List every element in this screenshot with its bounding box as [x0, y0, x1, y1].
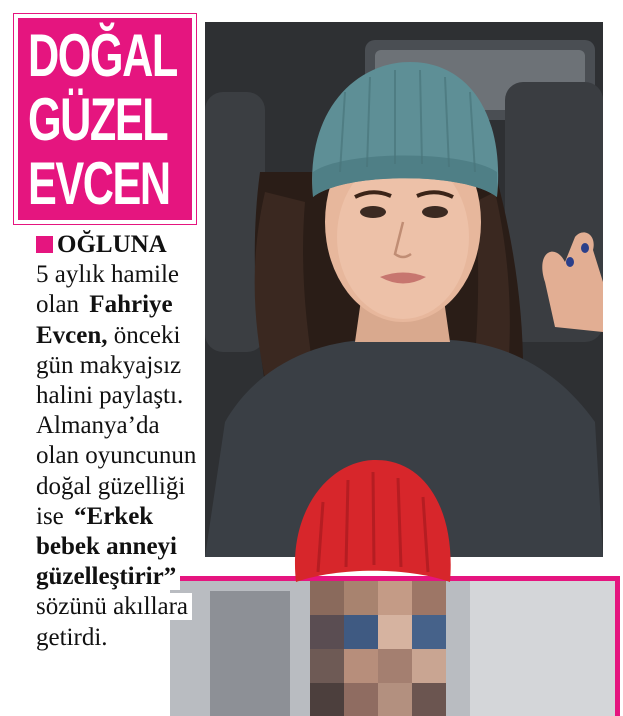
article-line: Evcen, önceki: [36, 321, 256, 351]
person-surname: Evcen,: [36, 321, 108, 349]
article-line: getirdi.: [36, 623, 256, 653]
headline-line-2: GÜZEL: [28, 86, 168, 153]
article-line: [36, 532, 256, 562]
red-beanie-illustration: [288, 452, 458, 592]
article-body: [36, 230, 256, 653]
square-bullet-icon: [36, 236, 53, 253]
article-line: doğal güzelliği: [36, 472, 256, 502]
person-name: Fahriye: [89, 291, 173, 319]
quote-start: “Erkek: [74, 502, 154, 530]
article-line: sözünü akıllara: [36, 592, 256, 622]
headline-box: [14, 14, 196, 224]
article-line: gün makyajsız: [36, 351, 256, 381]
headline-line-1: DOĞAL: [28, 22, 177, 89]
article-line: [36, 562, 256, 592]
article-line: ise “Erkek: [36, 502, 256, 532]
article-line: olan oyuncunun: [36, 441, 256, 471]
quote-end: güzelleştirir”: [36, 563, 177, 591]
article-line: 5 aylık hamile: [36, 260, 256, 290]
headline-line-3: EVCEN: [28, 150, 170, 217]
article-line: halini paylaştı.: [36, 381, 256, 411]
article-line: Almanya’da: [36, 411, 256, 441]
article-line: olan Fahriye: [36, 290, 256, 320]
quote-middle: bebek anneyi: [36, 533, 178, 561]
article-lead: OĞLUNA: [57, 231, 167, 258]
article-line: [36, 230, 256, 260]
